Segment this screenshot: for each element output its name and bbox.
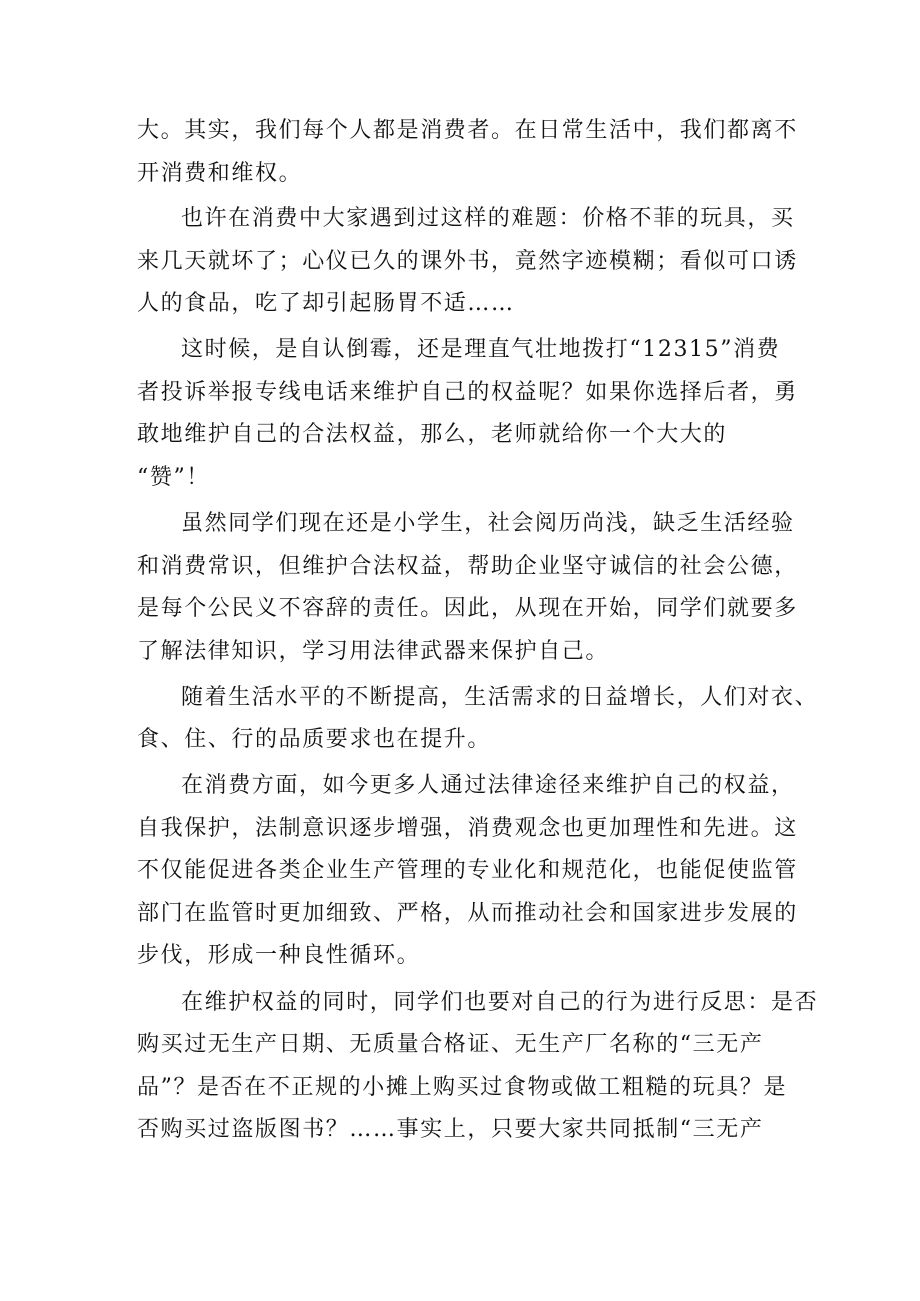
text-line: 自我保护，法制意识逐步增强，消费观念也更加理性和先进。这 [137,816,798,841]
text-line: 虽然同学们现在还是小学生，社会阅历尚浅，缺乏生活经验 [181,511,795,536]
text-line: 这时候，是自认倒霉，还是理直气壮地拨打“12315”消费 [181,337,781,362]
text-line: 者投诉举报专线电话来维护自己的权益呢？如果你选择后者，勇 [137,380,798,405]
text-line: 来几天就坏了；心仪已久的课外书，竟然字迹模糊；看似可口诱 [137,249,798,274]
text-line: 食、住、行的品质要求也在提升。 [137,727,492,752]
text-line: 了解法律知识，学习用法律武器来保护自己。 [137,639,610,664]
text-line: 否购买过盗版图书？……事实上，只要大家共同抵制“三无产 [137,1117,764,1142]
text-line: 和消费常识，但维护合法权益，帮助企业坚守诚信的社会公德， [137,554,798,579]
text-line: 在维护权益的同时，同学们也要对自己的行为进行反思：是否 [181,990,819,1015]
text-line: 品”？是否在不正规的小摊上购买过食物或做工粗糙的玩具？是 [137,1075,788,1100]
text-line: 步伐，形成一种良性循环。 [137,943,421,968]
text-line: 开消费和维权。 [137,161,303,186]
text-line: 在消费方面，如今更多人通过法律途径来维护自己的权益， [181,773,795,798]
text-line: 也许在消费中大家遇到过这样的难题：价格不菲的玩具，买 [181,206,795,231]
text-line: 大。其实，我们每个人都是消费者。在日常生活中，我们都离不 [137,118,798,143]
text-line: 部门在监管时更加细致、严格，从而推动社会和国家进步发展的 [137,901,798,926]
text-line: “赞”！ [137,465,210,490]
text-line: 不仅能促进各类企业生产管理的专业化和规范化，也能促使监管 [137,858,798,883]
text-line: 敢地维护自己的合法权益，那么，老师就给你一个大大的 [137,422,728,447]
text-line: 随着生活水平的不断提高，生活需求的日益增长，人们对衣、 [181,685,819,710]
text-line: 人的食品，吃了却引起肠胃不适…… [137,291,515,316]
text-line: 是每个公民义不容辞的责任。因此，从现在开始，同学们就要多 [137,596,798,621]
text-line: 购买过无生产日期、无质量合格证、无生产厂名称的“三无产 [137,1032,764,1057]
